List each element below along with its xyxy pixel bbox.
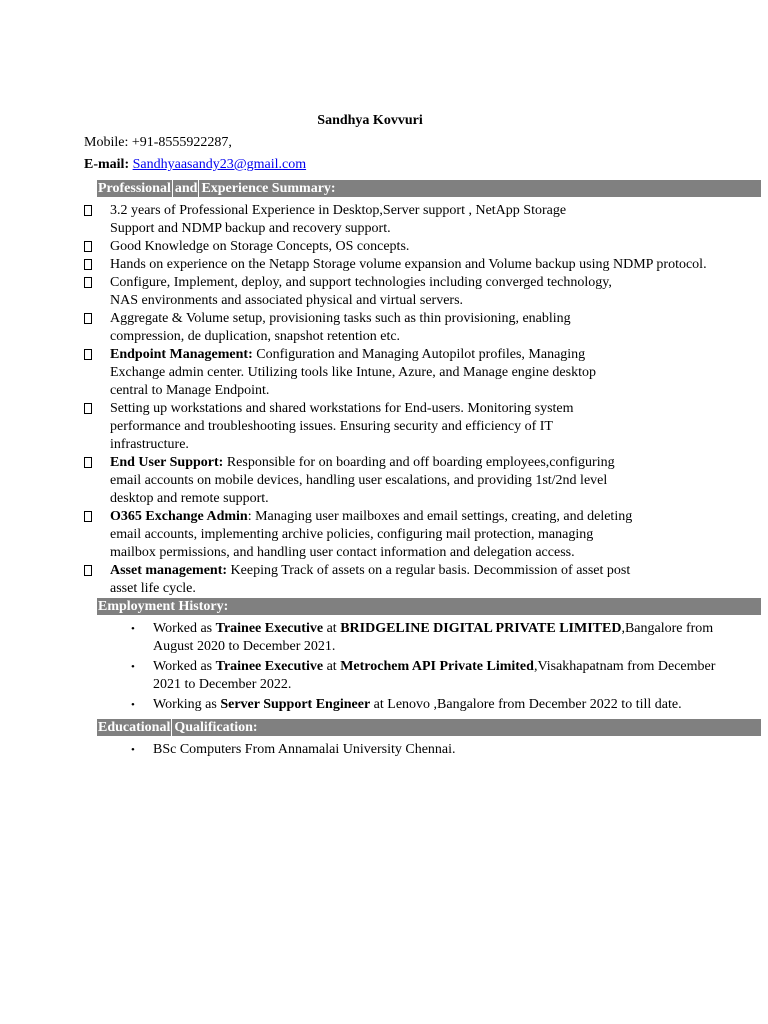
summary-item [84, 562, 764, 598]
summary-line: NAS environments and associated physical and virtual servers. [110, 293, 464, 308]
summary-text: Configuration and Managing Autopilot profiles, Managing [252, 347, 586, 362]
summary-line [110, 454, 764, 472]
summary-item [84, 454, 764, 508]
section-title-part: and [174, 181, 198, 196]
summary-line: Exchange admin center. Utilizing tools like Intune, Azure, and Manage engine desktop [110, 365, 596, 380]
employment-line [153, 620, 765, 638]
section-title-part: Experience Summary: [201, 181, 336, 196]
summary-line: infrastructure. [110, 437, 189, 452]
summary-item [84, 238, 764, 256]
candidate-name: Sandhya Kovvuri [317, 113, 423, 128]
checkbox-bullet-icon [84, 565, 92, 576]
summary-item-heading: Asset management: [110, 563, 228, 578]
summary-text: Aggregate & Volume setup, provisioning tasks such as thin provisioning, enabling [110, 311, 571, 326]
summary-item [84, 256, 764, 274]
checkbox-bullet-icon [84, 259, 92, 270]
summary-line [110, 274, 764, 292]
checkbox-bullet-icon [84, 313, 92, 324]
employment-item [97, 658, 765, 694]
summary-text: : Managing user mailboxes and email settings, creating, and deleting [247, 509, 633, 524]
employment-company: BRIDGELINE DIGITAL PRIVATE LIMITED [340, 621, 622, 636]
employment-role: Trainee Executive [215, 659, 324, 674]
employment-text: at [323, 621, 341, 636]
summary-line [110, 238, 764, 256]
summary-text: Good Knowledge on Storage Concepts, OS concepts. [110, 239, 410, 254]
employment-line [153, 696, 765, 714]
bullet-icon: • [131, 744, 135, 756]
checkbox-bullet-icon [84, 205, 92, 216]
bullet-icon: • [131, 623, 135, 635]
employment-text: ,Visakhapatnam from December [533, 659, 716, 674]
summary-line: performance and troubleshooting issues. Ensuring security and efficiency of IT [110, 419, 553, 434]
employment-line [153, 658, 765, 676]
employment-text: at [323, 659, 341, 674]
summary-line: email accounts, implementing archive policies, configuring mail protection, managing [110, 527, 594, 542]
summary-item-heading: End User Support: [110, 455, 224, 470]
summary-line: desktop and remote support. [110, 491, 269, 506]
checkbox-bullet-icon [84, 349, 92, 360]
summary-text: Responsible for on boarding and off boarding employees,configuring [223, 455, 615, 470]
section-title-part: Qualification: [174, 720, 258, 735]
employment-text: Worked as [153, 659, 216, 674]
summary-item [84, 346, 764, 400]
summary-list [84, 202, 764, 598]
summary-line [110, 256, 764, 274]
employment-text: at Lenovo ,Bangalore from December 2022 to till date. [370, 697, 682, 712]
summary-line: compression, de duplication, snapshot retention etc. [110, 329, 401, 344]
checkbox-bullet-icon [84, 277, 92, 288]
summary-item [84, 274, 764, 310]
checkbox-bullet-icon [84, 457, 92, 468]
summary-line [110, 310, 764, 328]
summary-line [110, 346, 764, 364]
section-professional-summary [97, 180, 761, 197]
checkbox-bullet-icon [84, 511, 92, 522]
checkbox-bullet-icon [84, 241, 92, 252]
summary-line [110, 400, 764, 418]
employment-text: Worked as [153, 621, 216, 636]
employment-item [97, 696, 765, 714]
summary-line [110, 202, 764, 220]
summary-line: email accounts on mobile devices, handling user escalations, and providing 1st/2nd level [110, 473, 608, 488]
section-employment-history: Employment History: [97, 598, 761, 615]
summary-item [84, 202, 764, 238]
summary-item [84, 400, 764, 454]
summary-line [110, 508, 764, 526]
employment-role: Trainee Executive [215, 621, 324, 636]
email-link[interactable]: Sandhyaasandy23@gmail.com [132, 157, 307, 172]
summary-line: mailbox permissions, and handling user contact information and delegation access. [110, 545, 575, 560]
employment-text: Working as [153, 697, 221, 712]
summary-item [84, 310, 764, 346]
summary-text: Hands on experience on the Netapp Storage volume expansion and Volume backup using NDMP protocol. [110, 257, 707, 272]
bullet-icon: • [131, 699, 135, 711]
section-educational-qualification [97, 719, 761, 736]
education-text: BSc Computers From Annamalai University Chennai. [153, 742, 456, 757]
summary-text: Setting up workstations and shared workstations for End-users. Monitoring system [110, 401, 574, 416]
summary-line: asset life cycle. [110, 581, 196, 596]
mobile-line: Mobile: +91-8555922287, [84, 135, 232, 150]
summary-line: central to Manage Endpoint. [110, 383, 270, 398]
employment-item [97, 620, 765, 656]
summary-item [84, 508, 764, 562]
education-list [97, 741, 765, 761]
section-title-part: Educational [98, 720, 171, 735]
summary-line: Support and NDMP backup and recovery support. [110, 221, 391, 236]
checkbox-bullet-icon [84, 403, 92, 414]
employment-role: Server Support Engineer [220, 697, 371, 712]
employment-line: 2021 to December 2022. [153, 677, 292, 692]
employment-text: ,Bangalore from [621, 621, 714, 636]
summary-text: Configure, Implement, deploy, and support technologies including converged technology, [110, 275, 612, 290]
email-label: E-mail: [84, 157, 130, 172]
summary-text: Keeping Track of assets on a regular basis. Decommission of asset post [227, 563, 631, 578]
summary-item-heading: O365 Exchange Admin [110, 509, 248, 524]
summary-item-heading: Endpoint Management: [110, 347, 253, 362]
section-title-part: Professional [98, 181, 171, 196]
employment-line: August 2020 to December 2021. [153, 639, 336, 654]
employment-list [97, 620, 765, 716]
employment-company: Metrochem API Private Limited [340, 659, 534, 674]
summary-line [110, 562, 764, 580]
bullet-icon: • [131, 661, 135, 673]
email-line [84, 157, 306, 173]
summary-text: 3.2 years of Professional Experience in Desktop,Server support , NetApp Storage [110, 203, 567, 218]
education-item [97, 741, 765, 759]
